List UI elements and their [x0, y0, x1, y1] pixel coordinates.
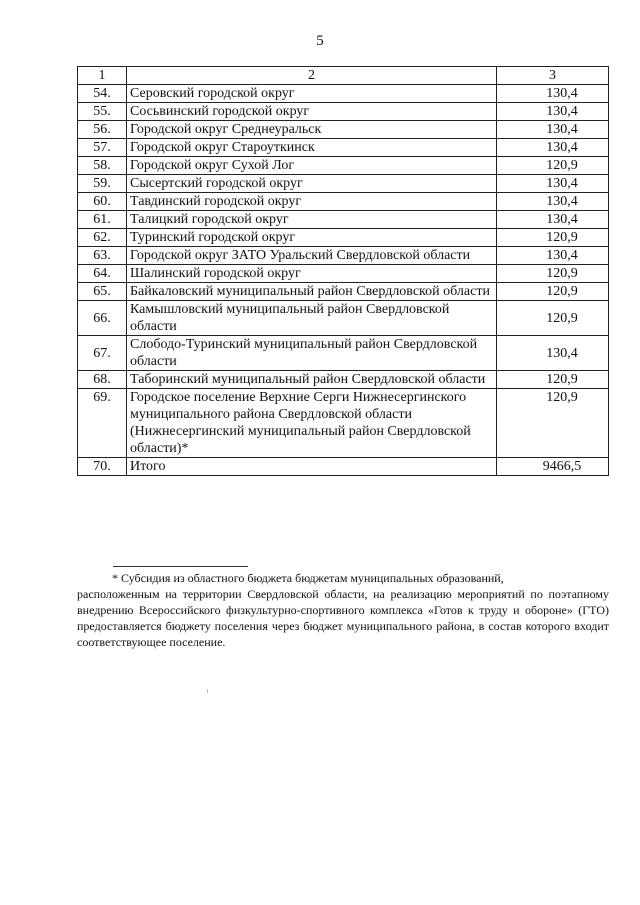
table-row — [78, 85, 609, 103]
table-row — [78, 371, 609, 389]
row-name: Городской округ Сухой Лог — [127, 157, 497, 175]
row-name: Городской округ ЗАТО Уральский Свердловской области — [127, 247, 497, 265]
row-value: 130,4 — [497, 175, 609, 193]
table-row — [78, 193, 609, 211]
row-value: 130,4 — [497, 211, 609, 229]
row-name: Сысертский городской округ — [127, 175, 497, 193]
row-value: 130,4 — [497, 247, 609, 265]
row-number: 66. — [78, 301, 127, 336]
footnote-body: расположенным на территории Свердловской области, на реализацию мероприятий по поэтапному внедрению Всероссийского физкультурно-спортивного комплекса «Готов к труду и обороне» (ГТО) предоставляется бюджету поселения через бюджет муниципального района, в состав которого входит соответствующее поселение. — [77, 587, 609, 649]
row-number: 57. — [78, 139, 127, 157]
row-number: 61. — [78, 211, 127, 229]
row-value: 120,9 — [497, 229, 609, 247]
row-name: Сосьвинский городской округ — [127, 103, 497, 121]
row-number: 59. — [78, 175, 127, 193]
row-name: Шалинский городской округ — [127, 265, 497, 283]
row-number: 69. — [78, 389, 127, 458]
row-value: 120,9 — [497, 283, 609, 301]
table-row — [78, 336, 609, 371]
row-value: 130,4 — [497, 336, 609, 371]
scan-speck — [207, 689, 208, 693]
header-cell-number: 1 — [78, 67, 127, 85]
row-number: 54. — [78, 85, 127, 103]
row-name: Серовский городской округ — [127, 85, 497, 103]
row-number: 70. — [78, 458, 127, 476]
row-name: Слободо-Туринский муниципальный район Свердловской области — [127, 336, 497, 371]
row-value: 120,9 — [497, 389, 609, 458]
row-number: 56. — [78, 121, 127, 139]
table-row — [78, 103, 609, 121]
row-value: 130,4 — [497, 193, 609, 211]
table-row — [78, 211, 609, 229]
row-number: 67. — [78, 336, 127, 371]
row-value: 130,4 — [497, 139, 609, 157]
subsidy-table — [77, 66, 609, 476]
row-name: Камышловский муниципальный район Свердловской области — [127, 301, 497, 336]
row-name: Таборинский муниципальный район Свердловской области — [127, 371, 497, 389]
row-name: Туринский городской округ — [127, 229, 497, 247]
row-value: 130,4 — [497, 121, 609, 139]
footnote — [77, 570, 609, 650]
header-cell-name: 2 — [127, 67, 497, 85]
row-value: 120,9 — [497, 265, 609, 283]
row-number: 63. — [78, 247, 127, 265]
row-value: 120,9 — [497, 371, 609, 389]
row-number: 62. — [78, 229, 127, 247]
table-row — [78, 139, 609, 157]
table-row — [78, 247, 609, 265]
row-number: 64. — [78, 265, 127, 283]
table-row — [78, 175, 609, 193]
row-name: Городское поселение Верхние Серги Нижнесергинского муниципального района Свердловской области (Нижнесергинский муниципальный район Свердловской области)* — [127, 389, 497, 458]
row-value: 9466,5 — [497, 458, 609, 476]
row-number: 68. — [78, 371, 127, 389]
row-value: 120,9 — [497, 301, 609, 336]
row-number: 65. — [78, 283, 127, 301]
table-row — [78, 283, 609, 301]
table-row — [78, 121, 609, 139]
row-name: Итого — [127, 458, 497, 476]
table-row — [78, 301, 609, 336]
table-row-total — [78, 458, 609, 476]
row-name: Тавдинский городской округ — [127, 193, 497, 211]
row-number: 58. — [78, 157, 127, 175]
footnote-divider — [113, 566, 248, 567]
row-name: Байкаловский муниципальный район Свердловской области — [127, 283, 497, 301]
row-number: 60. — [78, 193, 127, 211]
row-value: 130,4 — [497, 85, 609, 103]
table-row — [78, 229, 609, 247]
row-value: 120,9 — [497, 157, 609, 175]
footnote-first-line: * Субсидия из областного бюджета бюджетам муниципальных образований, — [112, 571, 504, 585]
page-number: 5 — [316, 33, 324, 49]
row-number: 55. — [78, 103, 127, 121]
row-name: Городской округ Среднеуральск — [127, 121, 497, 139]
header-cell-value: 3 — [497, 67, 609, 85]
table-header-row — [78, 67, 609, 85]
row-name: Городской округ Староуткинск — [127, 139, 497, 157]
row-name: Талицкий городской округ — [127, 211, 497, 229]
row-value: 130,4 — [497, 103, 609, 121]
table-row — [78, 157, 609, 175]
table-row — [78, 389, 609, 458]
table-row — [78, 265, 609, 283]
